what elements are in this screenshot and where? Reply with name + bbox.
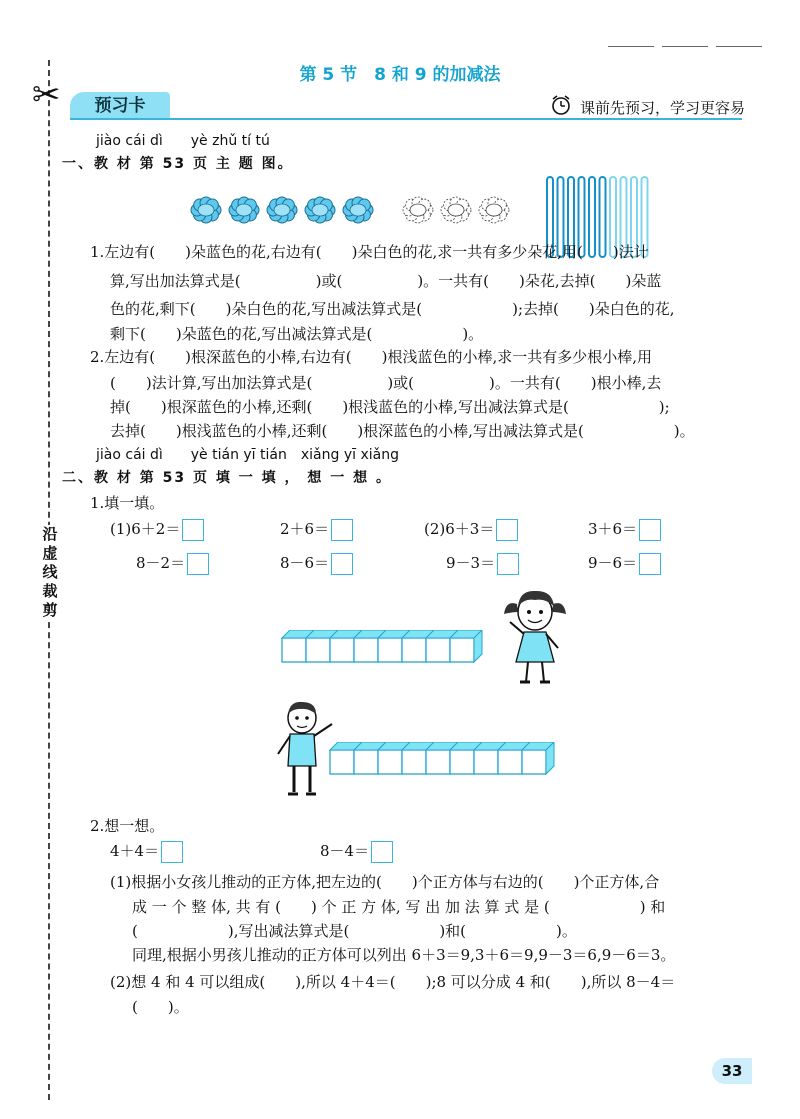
fill-equation: 3＋6＝ (588, 518, 661, 541)
flowers-illustration (188, 190, 518, 230)
boy-illustration (272, 696, 342, 802)
white-flower (479, 197, 509, 223)
think-equation: 8－4＝ (320, 840, 393, 863)
answer-box[interactable] (331, 553, 353, 575)
name-class-blanks (600, 40, 762, 50)
fill-equation: (1)6＋2＝ (110, 518, 204, 541)
q2-line: 掉( )根深蓝色的小棒,还剩( )根浅蓝色的小棒,写出减法算式是( ); (110, 398, 670, 416)
think-line: ( )。 (132, 998, 189, 1016)
fill-title: 1.填一填。 (90, 494, 165, 512)
fill-equation: 9－6＝ (588, 552, 661, 575)
answer-box[interactable] (639, 553, 661, 575)
section2-pinyin: jiào cái dì yè tián yī tián xiǎng yī xiǎng (96, 447, 399, 463)
think-line: 成 一 个 整 体, 共 有 ( ) 个 正 方 体, 写 出 加 法 算 式 是 ( ) 和 (132, 898, 666, 916)
alarm-clock-icon (550, 94, 572, 116)
girl-illustration (500, 582, 570, 688)
answer-box[interactable] (497, 553, 519, 575)
blue-flower (229, 197, 259, 223)
blue-flower (191, 197, 221, 223)
think-line: 同理,根据小男孩儿推动的正方体可以列出 6＋3＝9,3＋6＝9,9－3＝6,9－6＝3。 (132, 946, 676, 964)
header-rule (70, 118, 742, 120)
blue-flower (305, 197, 335, 223)
q1-line: 剩下( )朵蓝色的花,写出减法算式是( )。 (110, 325, 484, 343)
answer-box[interactable] (161, 841, 183, 863)
section1-pinyin: jiào cái dì yè zhǔ tí tú (96, 133, 270, 149)
q1-line: 色的花,剩下( )朵白色的花,写出减法算式是( );去掉( )朵白色的花, (110, 300, 675, 318)
fill-equation: (2)6＋3＝ (424, 518, 518, 541)
cube-row-top (280, 630, 500, 670)
page-number: 33 (712, 1058, 752, 1084)
fill-equation: 8－6＝ (280, 552, 353, 575)
think-title: 2.想一想。 (90, 817, 165, 835)
think-line: ( ),写出减法算式是( )和( )。 (132, 922, 577, 940)
blue-flower (343, 197, 373, 223)
answer-box[interactable] (187, 553, 209, 575)
preview-card-tab: 预习卡 (70, 92, 170, 120)
fill-equation: 2＋6＝ (280, 518, 353, 541)
blue-flower (267, 197, 297, 223)
answer-box[interactable] (371, 841, 393, 863)
page-title: 第 5 节 8 和 9 的加减法 (299, 65, 501, 85)
answer-box[interactable] (639, 519, 661, 541)
think-line: (2)想 4 和 4 可以组成( ),所以 4＋4＝( );8 可以分成 4 和( ),所以 8－4＝ (110, 973, 676, 991)
q2-line: ( )法计算,写出加法算式是( )或( )。一共有( )根小棒,去 (110, 374, 662, 392)
cube-row-bottom (328, 742, 572, 782)
q1-line: 算,写出加法算式是( )或( )。一共有( )朵花,去掉( )朵蓝 (110, 272, 662, 290)
q2-line: 2.左边有( )根深蓝色的小棒,右边有( )根浅蓝色的小棒,求一共有多少根小棒,用 (90, 348, 653, 366)
answer-box[interactable] (182, 519, 204, 541)
think-equation: 4＋4＝ (110, 840, 183, 863)
answer-box[interactable] (496, 519, 518, 541)
scissors-icon: ✂ (32, 75, 61, 115)
q2-line: 去掉( )根浅蓝色的小棒,还剩( )根深蓝色的小棒,写出减法算式是( )。 (110, 422, 695, 440)
cut-instruction: 沿虚线裁剪 (42, 525, 58, 619)
fill-equation: 8－2＝ (136, 552, 209, 575)
q1-line: 1.左边有( )朵蓝色的花,右边有( )朵白色的花,求一共有多少朵花,用( )法计 (90, 243, 649, 261)
section2-heading: 二、教 材 第 53 页 填 一 填 ， 想 一 想 。 (62, 470, 392, 486)
white-flower (403, 197, 433, 223)
white-flower (441, 197, 471, 223)
slogan: 课前先预习，学习更容易 (580, 99, 746, 117)
answer-box[interactable] (331, 519, 353, 541)
fill-equation: 9－3＝ (446, 552, 519, 575)
think-line: (1)根据小女孩儿推动的正方体,把左边的( )个正方体与右边的( )个正方体,合 (110, 873, 660, 891)
section1-heading: 一、教 材 第 53 页 主 题 图。 (62, 156, 294, 172)
